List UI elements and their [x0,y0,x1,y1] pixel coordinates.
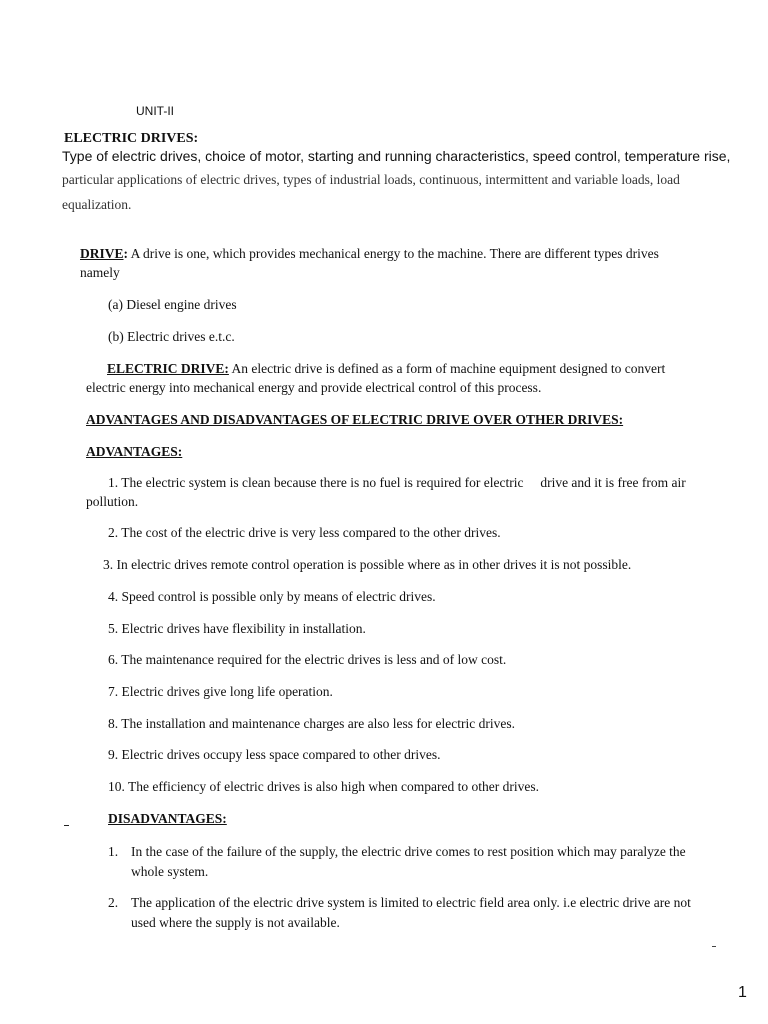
electric-drive-definition [107,361,665,377]
advantage-item: 10. The efficiency of electric drives is also high when compared to other drives. [108,779,539,794]
syllabus-line-3: equalization. [62,197,132,212]
advantage-item: 6. The maintenance required for the electric drives is less and of low cost. [108,652,507,667]
page-number: 1 [738,984,747,1001]
disadvantage-text: In the case of the failure of the supply, the electric drive comes to rest position which may paralyze the whole system. [131,844,686,879]
advantage-item: 5. Electric drives have flexibility in installation. [108,621,366,636]
advantage-item: 1. The electric system is clean because there is no fuel is required for electric drive and it is free from air [108,475,686,490]
advantage-item: 4. Speed control is possible only by means of electric drives. [108,589,436,604]
drive-colon: : [123,246,129,261]
advantage-item: 8. The installation and maintenance charges are also less for electric drives. [108,716,515,731]
drive-term: DRIVE [80,246,124,261]
advantage-item: 3. In electric drives remote control operation is possible where as in other drives it is not possible. [103,557,632,572]
advantage-item: 9. Electric drives occupy less space compared to other drives. [108,747,441,762]
drive-type-a: (a) Diesel engine drives [108,297,237,312]
margin-dash-mark [64,825,69,826]
drive-definition [80,246,659,262]
disadvantages-heading: DISADVANTAGES: [108,811,227,826]
margin-dash-mark [712,946,716,947]
drive-text: A drive is one, which provides mechanical energy to the machine. There are different types drives [128,246,659,261]
disadvantage-item [108,893,708,933]
advantage-item-cont: pollution. [86,494,139,509]
electric-drive-text: An electric drive is defined as a form of machine equipment designed to convert [228,361,666,376]
disadvantage-number: 1. [108,844,119,859]
drive-definition-cont: namely [80,265,120,280]
disadvantage-item [108,842,708,882]
advantage-item: 7. Electric drives give long life operation. [108,684,333,699]
syllabus-line-1: Type of electric drives, choice of motor, starting and running characteristics, speed control, temperature rise, [62,148,731,164]
section-heading: ADVANTAGES AND DISADVANTAGES OF ELECTRIC DRIVE OVER OTHER DRIVES: [86,412,624,427]
unit-label: UNIT-II [136,104,174,118]
advantages-heading: ADVANTAGES: [86,444,183,459]
main-heading: ELECTRIC DRIVES: [64,131,199,146]
electric-drive-definition-cont: electric energy into mechanical energy and provide electrical control of this process. [86,380,542,395]
advantage-item: 2. The cost of the electric drive is very less compared to the other drives. [108,525,501,540]
disadvantage-number: 2. [108,895,119,910]
disadvantage-text: The application of the electric drive system is limited to electric field area only. i.e electric drive are not used where the supply is not available. [131,895,691,930]
electric-drive-term: ELECTRIC DRIVE: [107,361,229,376]
syllabus-line-2: particular applications of electric drives, types of industrial loads, continuous, intermittent and variable loads, load [62,172,680,187]
drive-type-b: (b) Electric drives e.t.c. [108,329,235,344]
